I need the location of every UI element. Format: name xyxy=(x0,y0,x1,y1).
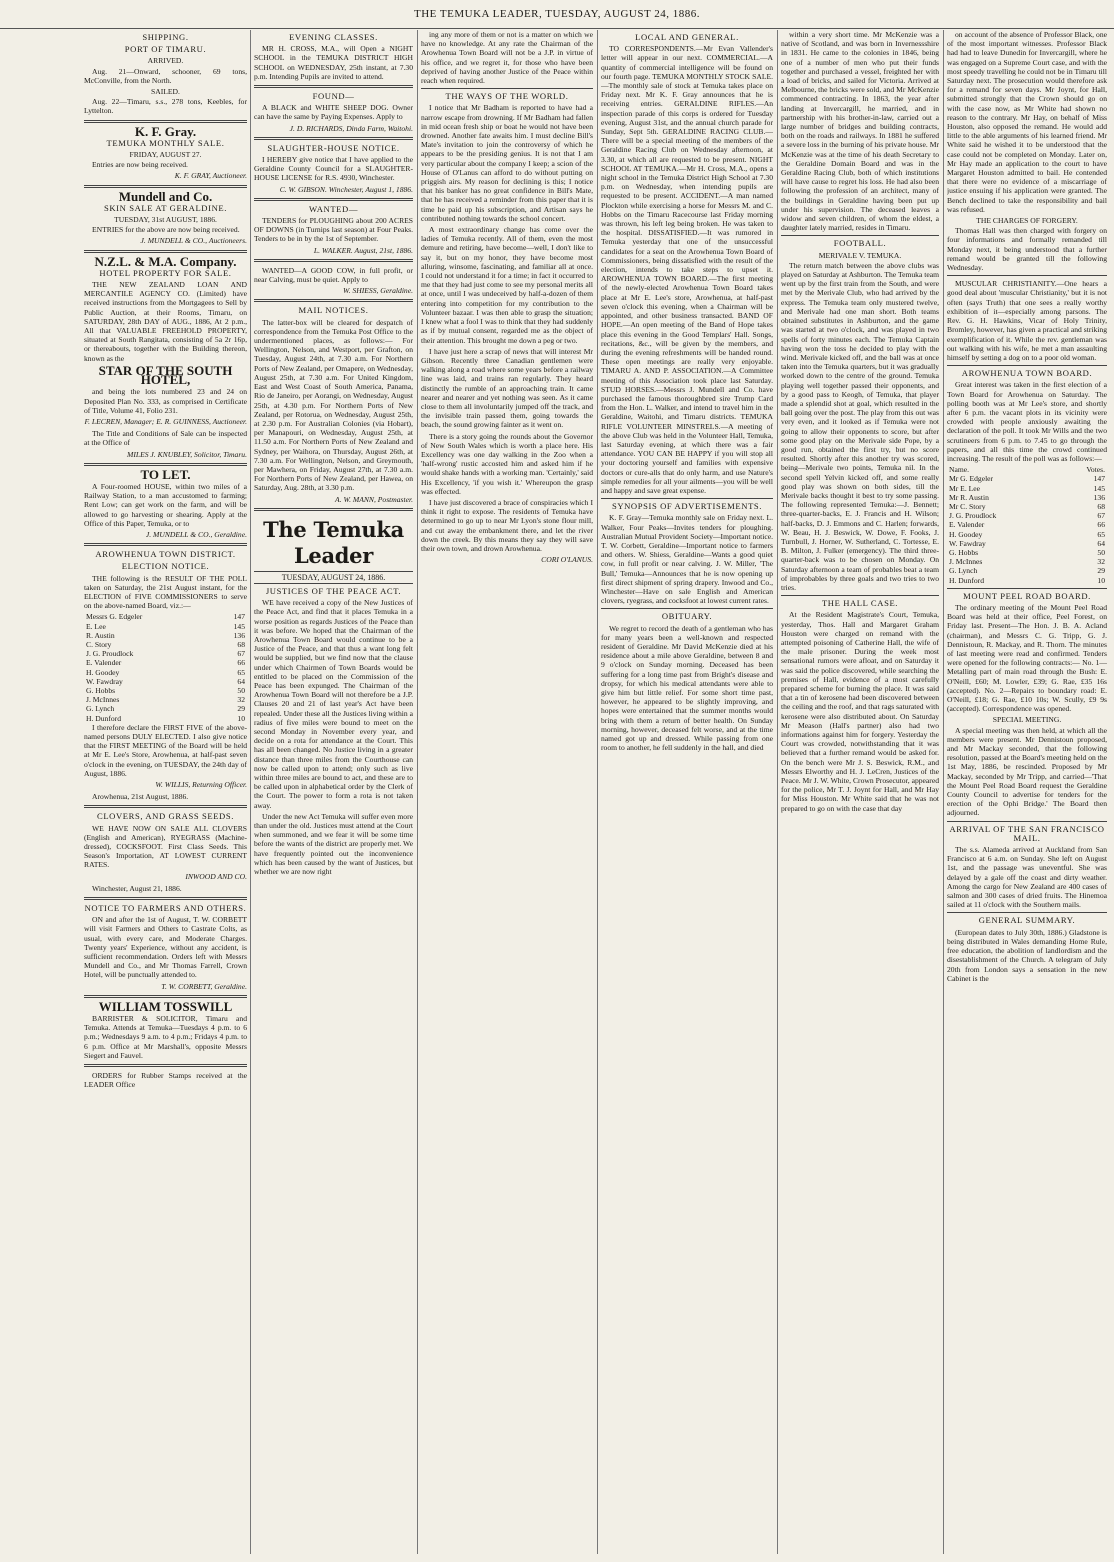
candidate-name: H. Dunford xyxy=(86,713,122,723)
table-row xyxy=(84,631,247,640)
football-subheading: MERIVALE V. TEMUKA. xyxy=(818,250,902,260)
arrived-heading: ARRIVED. xyxy=(147,56,184,66)
candidate-name: Mr R. Austin xyxy=(949,492,989,502)
divider xyxy=(84,1064,247,1067)
table-row xyxy=(947,520,1107,529)
table-header-row xyxy=(947,465,1107,474)
obituary-text: We regret to record the death of a gentleman who has for many years been a well-known and respected resident of Geraldine. Mr David McKenzie died at his residence about a mile above Geraldine, between 8 and 9 o'clock on Sunday morning. Deceased has been suffering for a long time past from Bright's disease and dropsy, for which his medical attendants were able to give him but little relief. For some short time past, however, he appeared to be slightly improving, and hopes were entertained that the summer months would bring with them a return of better health. On Sunday morning, however, deceased felt worse, and at the time named got up and dressed. While passing from one room to another, he fell suddenly in the hall, and died xyxy=(601,623,773,753)
clovers-date: Winchester, August 21, 1886. xyxy=(92,883,182,893)
found-heading: FOUND— xyxy=(312,91,355,102)
obituary-heading: OBITUARY. xyxy=(661,611,713,622)
sailed-text: Aug. 22—Timaru, s.s., 278 tons, Keebles, for Lyttelton. xyxy=(84,97,247,116)
candidate-name: G. Hobbs xyxy=(949,547,979,557)
candidate-name: Mr C. Story xyxy=(949,501,986,511)
candidate-name: W. Fawdray xyxy=(949,538,986,548)
candidate-votes: 136 xyxy=(1093,492,1105,502)
candidate-name: E. Lee xyxy=(86,621,106,631)
masthead: THE TEMUKA LEADER, TUESDAY, AUGUST 24, 1886. xyxy=(0,0,1114,29)
table-row xyxy=(947,566,1107,575)
to-let-signature: J. MUNDELL & CO., Geraldine. xyxy=(145,529,247,539)
sale-date: FRIDAY, AUGUST 27. xyxy=(129,150,202,160)
continued-text: on account of the absence of Professor Black, one of the most important witnesses. Professor Black had had to leave Dunedin for Invercargill, where he was engaged on a Supreme Court case, and with the most speedy travelling he could not be in Timaru till Saturday next. The prosecution would therefore ask for a remand for seven days. Mr Joynt, for Hall, submitted strongly that the Crown should go on with the case now, as Mr White had shown no reason to the contrary. Mr Hay, on behalf of Miss Houston, also opposed the remand. He would add little to the able arguments of his learned friend. Mr White said he wished it to be understood that the case could not be completed on Monday. Later on, Mr Hay made an application to the court to have Margaret Houston admitted to bail. He contended that there were no evidence of a miscarriage of justice ensuing if his application were granted. The Bench declined to take the responsibility and bail was refused. xyxy=(947,30,1107,214)
forgery-heading: THE CHARGES OF FORGERY. xyxy=(976,216,1078,226)
column-6 xyxy=(947,30,1107,1554)
candidate-votes: 64 xyxy=(237,676,245,686)
found-signature: J. D. RICHARDS, Dinda Farm, Waitohi. xyxy=(289,123,413,133)
candidate-votes: 68 xyxy=(1097,501,1105,511)
divider xyxy=(254,259,413,262)
table-row xyxy=(84,677,247,686)
table-row xyxy=(947,511,1107,520)
table-row xyxy=(947,557,1107,566)
slaughter-text: I HEREBY give notice that I have applied to the Geraldine County Council for a SLAUGHTER-HOUSE LICENSE for R.S. 4930, Winchester. xyxy=(254,155,413,183)
candidate-name: C. Story xyxy=(86,639,112,649)
table-row xyxy=(84,695,247,704)
candidate-votes: 10 xyxy=(1097,575,1105,585)
wanted-cow-signature: W. SHIESS, Geraldine. xyxy=(343,286,413,296)
forgery-text: Thomas Hall was then charged with forgery on four informations and formally remanded till Monday next, it being understood that a further remand would be granted till the following Wednesday. xyxy=(947,226,1107,273)
candidate-name: J. G. Proudlock xyxy=(86,649,134,659)
hotel-heading: HOTEL PROPERTY FOR SALE. xyxy=(99,267,232,278)
column-rule xyxy=(777,30,778,1554)
hotel-signature-2: MILES J. KNUBLEY, Solicitor, Timaru. xyxy=(127,449,247,459)
election-date: Arowhenua, 21st August, 1886. xyxy=(92,792,189,802)
table-header-name: Name. xyxy=(949,465,970,475)
arowhenua-board-text: Great interest was taken in the first election of a Town Board for Arowhenua on Saturday. The polling booth was at Mr Lee's store, and shortly after 6 p.m. the vacant plots in its vicinity were crowded with people anxiously awaiting the declaration of the poll. It took Mr Wills and the two scrutineers from 6 p.m. to 7.45 to go through the papers, and all this time the crowd continued increasing. The result of the poll was as follows:— xyxy=(947,380,1107,463)
to-let-text: A Four-roomed HOUSE, within two miles of a Railway Station, to a man accustomed to farming; Rent Low; can get work on the farm, and will be allowed to go harvesting or shearing. Apply at the Office of this Paper, Temuka, or to xyxy=(84,481,247,528)
candidate-name: H. Goodey xyxy=(949,529,983,539)
poll-results-table xyxy=(947,465,1107,585)
table-header-votes: Votes. xyxy=(1086,465,1105,475)
column-2 xyxy=(254,30,413,1554)
shipping-heading: SHIPPING. xyxy=(142,32,189,42)
divider xyxy=(947,821,1107,822)
candidate-votes: 50 xyxy=(237,685,245,695)
candidate-name: E. Valender xyxy=(949,520,985,530)
table-row xyxy=(947,548,1107,557)
table-row xyxy=(947,474,1107,483)
hotel-text: THE NEW ZEALAND LOAN AND MERCANTILE AGENCY CO. (Limited) have received instructions from the Mortgagees to Sell by Public Auction, at their Rooms, Timaru, on SATURDAY, 28th DAY of AUG., 1886, At 2 p.m., All that VALUABLE FREEHOLD PROPERTY, situated at South Rangitata, consisting of 5a 2r 16p, or thereabouts, together with the Building thereon, known as the xyxy=(84,280,247,363)
candidate-name: R. Austin xyxy=(86,630,115,640)
candidate-name: Mr E. Lee xyxy=(949,483,980,493)
arrived-text: Aug. 21—Onward, schooner, 69 tons, McConville, from the North. xyxy=(84,66,247,85)
column-rule xyxy=(417,30,418,1554)
election-text-2: I therefore declare the FIRST FIVE of the above-named persons DULY ELECTED. I also give notice that the FIRST MEETING of the Board will be held at Mr E. Lee's Store, Arowhenua, at half-past seven o'clock in the evening, on TUESDAY, the 24th day of August, 1886. xyxy=(84,722,247,778)
wanted-signature: L. WALKER. August, 21st, 1886. xyxy=(313,245,413,255)
port-heading: PORT OF TIMARU. xyxy=(124,44,207,55)
candidate-votes: 147 xyxy=(1093,474,1105,484)
table-row xyxy=(947,502,1107,511)
column-4 xyxy=(601,30,773,1554)
table-row xyxy=(947,530,1107,539)
column-3 xyxy=(421,30,593,1554)
table-row xyxy=(84,686,247,695)
hotel-text-2: and being the lots numbered 23 and 24 on Deposited Plan No. 333, as comprised in Certificate of Title, Volume 41, Folio 231. xyxy=(84,387,247,415)
candidate-votes: 32 xyxy=(1097,557,1105,567)
divider xyxy=(84,250,247,253)
farmers-heading: NOTICE TO FARMERS AND OTHERS. xyxy=(84,903,247,914)
skin-sale-heading: SKIN SALE AT GERALDINE. xyxy=(104,202,227,213)
divider xyxy=(254,508,413,511)
wanted-text: TENDERS for PLOUGHING about 200 ACRES OF DOWNS (in Turnips last season) at Four Peaks. Tenders to be in by the 1st of September. xyxy=(254,216,413,244)
table-row xyxy=(84,649,247,658)
divider xyxy=(84,185,247,188)
candidate-votes: 147 xyxy=(233,612,245,622)
football-heading: FOOTBALL. xyxy=(833,238,887,249)
hall-case-text: At the Resident Magistrate's Court, Temuka, yesterday, Thos. Hall and Margaret Graham Houston were charged on remand with the attempted poisoning of Catherine Hall, the wife of the male prisoner. During the week most sensational rumors were afloat, and on Saturday it was said the police discovered, while searching the premises of Hall, evidence of a most carefully prepared scheme for burning the place. It was said that a tin of kerosene had been discovered between the ceiling and the roof, and that rags saturated with kerosene were also distributed about. On Saturday Mr Meason (Hall's partner) also had two informations against him for forgery. Yesterday the Court was crowded, notwithstanding that it was believed that a further remand would be asked for. On the bench were Mr J. S. Beswick, R.M., and Messrs Elworthy and H. J. LeCren, Justices of the Peace. Mr J. W. White, Crown Prosecutor, appeared for the police, Mr T. J. Joynt for Hall, and Mr Hay for Miss Houston. Mr White said that he was not prepared to go on with the case that day xyxy=(781,610,939,813)
muscular-christianity-text: MUSCULAR CHRISTIANITY.—One hears a good deal about 'muscular Christianity,' but it is not often (says Truth) that one sees a really worthy exhibition of it—especially among parsons. The Rev. G. H. Hawkins, Vicar of Holy Trinity, Bromley, however, has given a practical and striking exemplification of it. While the rev. gentleman was out walking with his wife, he met a man assaulting himself by setting a dog on to a poor old woman. xyxy=(947,279,1107,362)
ways-heading: THE WAYS OF THE WORLD. xyxy=(445,91,569,102)
continued-text: within a very short time. Mr McKenzie was a native of Scotland, and was born in Invernessshire in 1831. He came to the colonies in 1846, being one of a number of men who put their funds together and purchased a vessel, freighted her with a load of bricks, and sailed for Victoria. Arrived at Melbourne, the bricks were sold, and Mr McKenzie commenced contracting. In 1863, the year after landing at Invercargill, he married, and in partnership with his brother-in-law, carried out a large number of bridges and building contracts, both on the roads and railways. In 1881 he suffered a severe loss in the burning of his private house. Mr McKenzie was at the time of his death Secretary to the Geraldine Domain Board and was in the Geraldine Racing Club, both of which institutions will have cause to regret his loss. He had also been following the profession of an architect, many of the buildings in Geraldine having been put up under his supervision. The deceased leaves a widow and seven children, of whom the eldest, a daughter lately married, resides in Timaru. xyxy=(781,30,939,233)
candidate-votes: 65 xyxy=(237,667,245,677)
wanted-cow-text: WANTED—A GOOD COW, in full profit, or near Calving, must be quiet. Apply to xyxy=(254,265,413,285)
divider xyxy=(601,498,773,499)
wanted-heading: WANTED— xyxy=(308,203,359,214)
skin-sale-signature: J. MUNDELL & CO., Auctioneers. xyxy=(140,236,247,246)
table-row xyxy=(84,640,247,649)
ways-text: I notice that Mr Badham is reported to have had a narrow escape from drowning. If Mr Badham had fallen in mid ocean fresh ship or boat he would not have been drowned. Another fate awaits him. I must decline Bill's Mate's invitation to join the controversy of which he appears to be the presiding genius. It is not that I am very particular about the company I keep; a scion of the House of O'Lanus can afford to do without putting on priggish airs. My reason for declining is this; I notice that his banker has no great confidence in Bill's Mate, that he has received a reminder from this paper that it is time he paid up his subscription, and Artisan says he contributed nothing towards the school concert. xyxy=(421,103,593,223)
divider xyxy=(254,137,413,140)
divider xyxy=(84,463,247,466)
table-row xyxy=(947,539,1107,548)
special-meeting-heading: SPECIAL MEETING. xyxy=(992,715,1062,725)
divider xyxy=(781,235,939,236)
ways-text-5: I have just discovered a brace of conspiracies which I think it right to expose. The residents of Temuka have determined to go up to near Mr Lyon's stone flour mill, and cut away the embankment there, and let the river down the creek. By this means they say they will save their own town, and drown Arowhenua. xyxy=(421,497,593,553)
skin-sale-text: ENTRIES for the above are now being received. xyxy=(92,225,240,235)
candidate-name: J. McInnes xyxy=(86,695,120,705)
stamps-text: ORDERS for Rubber Stamps received at the LEADER Office xyxy=(84,1071,247,1090)
candidate-name: Messrs G. Edgeler xyxy=(86,612,143,622)
divider xyxy=(84,543,247,546)
sale-text: Entries are now being received. xyxy=(92,160,188,170)
continued-text: ing any more of them or not is a matter on which we have no knowledge. At any rate the Chairman of the Arowhenua Town Board will not be a J.P. in virtue of his office, and we regret it, for those who have been deprived of having another Justice of the Peace within reach when required. xyxy=(421,30,593,86)
candidate-votes: 65 xyxy=(1097,529,1105,539)
election-text: THE following is the RESULT OF THE POLL taken on Saturday, the 21st August instant, for the ELECTION of FIVE COMMISSIONERS to serve on the above-named Board, viz.:— xyxy=(84,573,247,611)
candidate-name: G. Lynch xyxy=(949,566,978,576)
column-5 xyxy=(781,30,939,1554)
candidate-votes: 29 xyxy=(237,704,245,714)
clovers-text: WE HAVE NOW ON SALE ALL CLOVERS (English and American), RYEGRASS (Machine-dressed), COCKSFOOT. First Class Seeds. This Season's Importation, AT LOWEST CURRENT RATES. xyxy=(84,823,247,870)
firm-heading: N.Z.L. & M.A. Company. xyxy=(94,253,237,269)
candidate-name: G. Hobbs xyxy=(86,685,116,695)
divider xyxy=(84,120,247,123)
divider xyxy=(254,198,413,201)
mail-arrival-text: The s.s. Alameda arrived at Auckland from San Francisco at 6 a.m. on Sunday. She left on August 1st, and the passage was uneventful. She was delayed by a gale off the coast and dirty weather. Among the cargo for New Zealand are 400 cases of salmon and 300 cases of dried fruits. The Hinemoa sailed at 11 o'clock with the Southern mails. xyxy=(947,845,1107,910)
divider xyxy=(781,595,939,596)
to-let-heading: TO LET. xyxy=(140,466,191,482)
farmers-text: ON and after the 1st of August, T. W. CORBETT will visit Farmers and Others to Castrate Colts, as usual, with every care, and Moderate Charges. Twenty years' Experience, without any accident, is sufficient recommendation. Orders left with Messrs Mundell and Co., and Mr Thomas Farrell, Crown Hotel, will be punctually attended to. xyxy=(84,915,247,980)
candidate-votes: 10 xyxy=(237,713,245,723)
slaughter-heading: SLAUGHTER-HOUSE NOTICE. xyxy=(267,142,400,153)
ways-signature: CORI O'LANUS. xyxy=(541,555,593,565)
divider xyxy=(84,995,247,998)
divider xyxy=(421,88,593,89)
tosswill-name: WILLIAM TOSSWILL xyxy=(98,998,233,1014)
candidate-name: H. Dunford xyxy=(949,575,985,585)
divider xyxy=(254,85,413,88)
firm-heading: K. F. Gray. xyxy=(134,123,197,139)
table-row xyxy=(84,704,247,713)
table-row xyxy=(84,612,247,621)
mount-peel-heading: MOUNT PEEL ROAD BOARD. xyxy=(963,590,1091,601)
election-results-table xyxy=(84,612,247,722)
synopsis-text: K. F. Gray—Temuka monthly sale on Friday next. L. Walker, Four Peaks—Invites tenders for ploughing. Australian Mutual Provident Society—Important notice. T. W. Corbett, Geraldine—Important notice to farmers and others. W. Shiess, Geraldine—Wants a good quiet cow, in full profit or near calving. J. W. Miller, 'The Bull,' Temuka—Announces that he is now opening up first direct shipment of spring drapery. Inwood and Co., Winchester—Have on sale English and American clovers, ryegrass, and cocksfoot at lowest current rates. xyxy=(601,513,773,606)
candidate-name: G. Lynch xyxy=(86,704,115,714)
synopsis-heading: SYNOPSIS OF ADVERTISEMENTS. xyxy=(611,501,763,512)
candidate-votes: 67 xyxy=(1097,511,1105,521)
mount-peel-text: The ordinary meeting of the Mount Peel Road Board was held at their office, Peel Forest, on Friday last. Present—The Hon. J. B. A. Acland (chairman), and Messrs C. G. Tripp, G. J. Dennistoun, R. Mackay, and R. Thorn. The minutes of last meeting were read and confirmed. Tenders were opened for the following contracts:— No. 1—Metalling part of main road through the Bush: E. O'Neill, £60; M. Lowler, £39; G. Rae, £35 16s (accepted). No. 2—Repairs to boundary road: E. O'Neill, £18; G. Rae, £10 10s; W. Scully, £9 9s (accepted). Correspondence was opened. xyxy=(947,602,1107,714)
sale-heading: TEMUKA MONTHLY SALE. xyxy=(106,137,225,148)
mail-notices-signature: A. W. MANN, Postmaster. xyxy=(335,494,413,504)
candidate-name: J. G. Proudlock xyxy=(949,511,997,521)
table-row xyxy=(84,622,247,631)
candidate-votes: 64 xyxy=(1097,538,1105,548)
divider xyxy=(947,912,1107,913)
skin-sale-date: TUESDAY, 31st AUGUST, 1886. xyxy=(114,215,217,225)
divider xyxy=(947,588,1107,589)
divider xyxy=(947,275,1107,276)
special-meeting-text: A special meeting was then held, at which all the members were present. Mr Dennistoun proposed, and Mr Mackay seconded, that the following resolution, passed at the Board's meeting held on the 1st May, 1886, be rescinded. Proposed by Mr Mackay, seconded by Mr Tripp, and carried—'That the Mount Peel Road Board request the Geraldine County Council to advertise for tenders for the erection of the Ophi Bridge.' The Board then adjourned. xyxy=(947,725,1107,818)
found-text: A BLACK and WHITE SHEEP DOG. Owner can have the same by Paying Expenses. Apply to xyxy=(254,103,413,122)
candidate-votes: 50 xyxy=(1097,547,1105,557)
evening-classes-text: MR H. CROSS, M.A., will Open a NIGHT SCHOOL in the TEMUKA DISTRICT HIGH SCHOOL on WEDNESDAY, 25th instant, at 7.30 p.m. Intending Pupils are invited to attend. xyxy=(254,44,413,81)
candidate-votes: 29 xyxy=(1097,566,1105,576)
election-signature: W. WILLIS, Returning Officer. xyxy=(155,780,247,790)
table-row xyxy=(84,658,247,667)
general-summary-heading: GENERAL SUMMARY. xyxy=(978,915,1076,926)
firm-heading: Mundell and Co. xyxy=(118,188,213,204)
divider xyxy=(254,299,413,302)
divider xyxy=(84,897,247,900)
local-general-text: TO CORRESPONDENTS.—Mr Evan Vallender's letter will appear in our next. COMMERCIAL.—A quantity of commercial intelligence will be found on our fourth page. TEMUKA MONTHLY STOCK SALE.—The monthly sale of stock at Temuka takes place on Friday next. Mr K. F. Gray announces that he is receiving entries. GERALDINE RIFLES.—An inspection parade of this corps is ordered for Tuesday evening, August 31st, and the annual church parade for Sunday, Sept 5th. GERALDINE RACING CLUB.—There will be a special meeting of the members of the Geraldine Racing Club on Wednesday afternoon, at 3.30, at which all are requested to be present. NIGHT SCHOOL AT TEMUKA.—Mr H. Cross, M.A., opens a night school in the Temuka District High School at 7.30 p.m. on Wednesday, when intending pupils are requested to be present. ACCIDENT.—A man named Plockton while exercising a horse for Messrs M. and C. Hobbs on the Timaru Racecourse last Friday morning was thrown, his left leg being broken. He was taken to the hospital. DISSATISFIED.—It was rumored in Temuka yesterday that one of the unsuccessful candidates for a seat on the Arowhenua Town Board of Commissioners, being dissatisfied with the result of the election, intends to take steps to upset it. AROWHENUA TOWN BOARD.—The first meeting of the newly-elected Arowhenua Town Board takes place at Mr E. Lee's store, Arowhenua, at half-past seven o'clock this evening, when a Chairman will be appointed, and other business transacted. BAND OF HOPE.—An open meeting of the Band of Hope takes place this evening in the Good Templars' Hall. Songs, recitations, &c., will be given by the members, and during the evening refreshments will be handed round. These open meetings are really very enjoyable. TIMARU A. AND P. ASSOCIATION.—A Committee meeting of this Association took place last Saturday. STUD HORSES.—Messrs J. Mundell and Co. have purchased the famous thoroughbred sire Trump Card from the Hon. L. Walker, and intend to travel him in the Geraldine, Waitohi, and Timaru districts. TEMUKA RIFLE VOLUNTEER MINSTRELS.—A meeting of the above Club was held in the Volunteer Hall, Temuka, last Saturday evening, at which there was a fair attendance. YOU CAN BE HAPPY if you will stop all your doctoring yourself and families with expensive doctors or cure-alls that do only harm, and use Nature's simple remedies for all your ailments—you will be well and happy and save great expense. xyxy=(601,44,773,495)
election-heading: ELECTION NOTICE. xyxy=(121,561,210,572)
mail-notices-text: The latter-box will be cleared for despatch of correspondence from the Temuka Post Office to the undermentioned places, as follows:— For Wellington, Nelson, and Westport, per Grafton, on Tuesday, August 24th, at 7.30 a.m. For Northern Ports of New Zealand, per Omapere, on Wednesday, August 25th, at 7.30 a.m. For United Kingdom, East and West Coast of South America, Panama, Rio de Janeiro, per Aorangi, on Wednesday, August 25th, at 4.30 p.m. For Northern Ports of New Zealand, per Rotorua, on Wednesday, August 25th, at 2.30 p.m. For Australian Colonies (via Hobart), per Manapouri, on Wednesday, August 25th, at 11.50 a.m. For Northern Ports of New Zealand and Sydney, per Waihora, on Thursday, August 26th, at 7.30 a.m. For Wellington, Nelson, and Greymouth, per Mawhera, on Friday, August 27th, at 7.30 a.m. For Northern Ports of New Zealand, per Hawea, on Saturday, Aug. 28th, at 3.30 p.m. xyxy=(254,317,413,493)
divider xyxy=(601,608,773,609)
evening-classes-heading: EVENING CLASSES. xyxy=(289,32,378,42)
column-rule xyxy=(250,30,251,1554)
ways-text-3: I have just here a scrap of news that will interest Mr Gibson. Recently three Canadian gentlemen were walking along a road where some years before a railway line was laid, and trains ran regularly. They heard distinctly the rumble of an approaching train. It came nearer and nearer and yet nothing was seen. As it came close to them all involuntarily jumped off the track, and the invisible train passed them, going towards the beach, the sound growing fainter as it went on. xyxy=(421,346,593,430)
ways-text-4: There is a story going the rounds about the Governor of New South Wales which is worth a place here. His Excellency was one day walking in the Zoo when a 'half-wrong' rustic accosted him and asked him if he would shake hands with a working man. 'Certainly,' said His Excellency, 'if you wish it.' Whereupon the grasp was effected. xyxy=(421,431,593,496)
column-rule xyxy=(943,30,944,1554)
jp-act-text-2: Under the new Act Temuka will suffer even more than under the old. Justices must attend at the Court when summoned, and we fear it will be some time before the wants of the district are properly met. We have frequently pointed out the inconvenience which has been caused by the want of Justices, but whether we are now right xyxy=(254,811,413,877)
table-row xyxy=(84,714,247,723)
clovers-signature: INWOOD AND CO. xyxy=(185,871,247,881)
candidate-votes: 66 xyxy=(1097,520,1105,530)
local-general-heading: LOCAL AND GENERAL. xyxy=(635,32,739,42)
issue-date: TUESDAY, AUGUST 24, 1886. xyxy=(254,571,413,584)
arowhenua-board-heading: AROWHENUA TOWN BOARD. xyxy=(961,368,1093,379)
hotel-text-3: The Title and Conditions of Sale can be inspected at the Office of xyxy=(84,429,247,448)
sailed-heading: SAILED. xyxy=(151,87,180,97)
arowhenua-heading: AROWHENUA TOWN DISTRICT. xyxy=(95,549,236,560)
ways-text-2: A most extraordinary change has come over the ladies of Temuka recently. All of them, even the most demure and retiring, have become—well, I don't like to say it, but on my honor, they have become most alluring, winsome, fascinating, and familiar all at once. I could not understand it for a time; in fact it occurred to me that they had just come to see my personal merits all at once, until I was undeceived by half-a-dozen of them entering into competition for my contribution to the Volunteer bazaar. I was then able to grasp the situation; I knew what a fool I was to think that they had suddenly as if by mutual consent, regarded me as the object of their attention. This brought me down a peg or two. xyxy=(421,225,593,345)
column-rule xyxy=(597,30,598,1554)
general-summary-text: (European dates to July 30th, 1886.) Gladstone is being distributed in Wales demanding Home Rule, free education, the abolition of landlordism and the disestablishment of the Church. A telegram of July 20th from London says a sensation in the new Cabinet is the xyxy=(947,927,1107,983)
mail-arrival-heading: ARRIVAL OF THE SAN FRANCISCO MAIL. xyxy=(949,823,1105,843)
candidate-votes: 68 xyxy=(237,639,245,649)
tosswill-text: BARRISTER & SOLICITOR, Timaru and Temuka. Attends at Temuka—Tuesdays 4 p.m. to 6 p.m.; Wednesdays 9 a.m. to 4 p.m.; Fridays 4 p.m. to 6 p.m. Office at Mr Marshall's, opposite Messrs Siegert and Fauvel. xyxy=(84,1014,247,1060)
jp-act-text: WE have received a copy of the New Justices of the Peace Act, and find that it places Temuka in a worse position as regards Justices of the Peace than it was before. We hoped that the Chairman of the Arowhenua Town Board would continue to be a Justice of the Peace, and that thus a want long felt would be supplied, but we find now that the clause under which Chairmen of Town Boards would be entitled to be placed on the Commission of the Peace has been expunged. The Chairman of the Arowhenua Town Board will not therefore be a J.P. Clauses 20 and 21 of last year's Act have been repealed. Under these all the Justices living within a radius of five miles were bound to meet on the second Monday in November every year, and decide on a rota for attendance at the Court. This has all been changed. No Justice living in a greater distance than three miles from the Courthouse can now be called upon to attend; only such as live within three miles are bound to act, and these are to be called upon in alphabetical order by the Clerk of the Court. The power to form a rota is not taken away. xyxy=(254,598,413,810)
slaughter-signature: C. W. GIBSON. Winchester, August 1, 1886. xyxy=(279,184,413,194)
table-row xyxy=(84,668,247,677)
candidate-votes: 136 xyxy=(233,630,245,640)
divider xyxy=(84,805,247,808)
table-row xyxy=(947,484,1107,493)
table-row xyxy=(947,493,1107,502)
candidate-name: J. McInnes xyxy=(949,557,983,567)
hotel-signature: F. LECREN, Manager; E. R. GUINNESS, Auctioneer. xyxy=(84,416,247,426)
candidate-name: Mr G. Edgeler xyxy=(949,474,994,484)
candidate-name: E. Valender xyxy=(86,658,122,668)
farmers-signature: T. W. CORBETT, Geraldine. xyxy=(161,981,247,991)
column-1 xyxy=(84,30,247,1554)
candidate-votes: 32 xyxy=(237,695,245,705)
newspaper-nameplate: The Temuka Leader xyxy=(263,516,404,568)
table-row xyxy=(947,576,1107,585)
candidate-votes: 145 xyxy=(233,621,245,631)
candidate-name: H. Goodey xyxy=(86,667,120,677)
candidate-name: W. Fawdray xyxy=(86,676,123,686)
clovers-heading: CLOVERS, AND GRASS SEEDS. xyxy=(96,811,234,822)
hall-case-heading: THE HALL CASE. xyxy=(821,598,899,609)
candidate-votes: 66 xyxy=(237,658,245,668)
candidate-votes: 145 xyxy=(1093,483,1105,493)
hotel-name: STAR OF THE SOUTH HOTEL, xyxy=(98,362,233,388)
candidate-votes: 67 xyxy=(237,649,245,659)
jp-act-heading: JUSTICES OF THE PEACE ACT. xyxy=(265,585,402,596)
sale-signature: K. F. GRAY, Auctioneer. xyxy=(174,171,247,181)
football-text: The return match between the above clubs was played on Saturday at Ashburton. The Temuka team went up by the first train from the South, and were met by the Merivale Club, who had arrived by the express. The Temuka team only mustered twelve, and Merivale had one man short. Both teams obtained substitutes in Ashburton, and the game was started at two o'clock, and was played in two spells of forty minutes each. The Temuka Captain having won the toss he decided to play with the wind. Merivale kicked off, and the ball was at once taken into the Temuka quarters, but it was gradually worked down to the centre of the ground. Temuka playing well together passed their opponents, and by a good pass to Keogh, of Temuka, that player made a splendid shot at goal, which resulted in the ball going over the post. The play from this out was very even, and it looked as if Temuka were not going to allow their opponents to score, but after some good play on the Merivale side Pope, by a good run, obtained the first try, but no score resulted. Shortly after this another try was scored, being—Merivale two points, Temuka nil. In the second spell Yelvin kicked off, and some really good play was shown on both sides, till the Merivale backs thought it best to try some passing. The following represented Temuka:—J. Bennett; three-quarter-backs, E. J. Francis and H. Wilson; half-backs, D. J. Emmons and C. Harlen; forwards, W. Beau, H. J. Beswick, W. Dowe, F. Fooks, J. Turnbull, J. Horner, W. Sutherland, C. Tortesse, E. B. Milton, J. Fulker (emergency). The third three-quarter-back was to be chosen on Monday. On Saturday afternoon a team of probables beat a team of improbables by three goals and two tries to two tries. xyxy=(781,260,939,592)
divider xyxy=(947,365,1107,366)
mail-notices-heading: MAIL NOTICES. xyxy=(298,305,369,316)
